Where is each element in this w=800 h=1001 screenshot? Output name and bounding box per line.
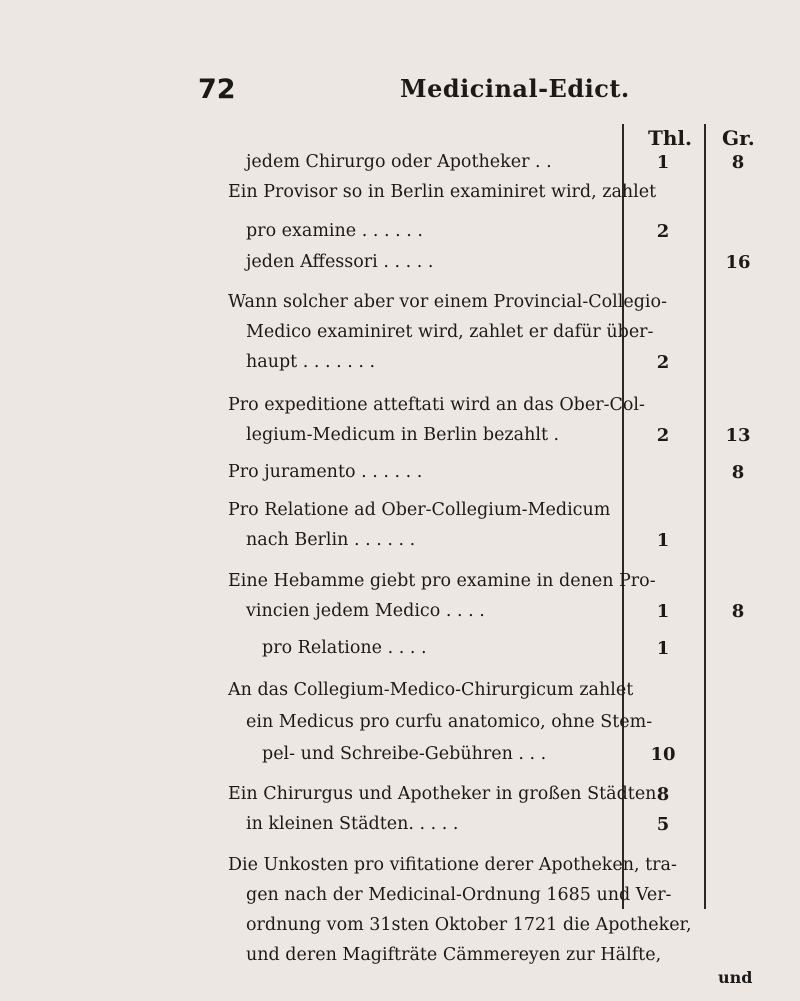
entry-text: ordnung vom 31sten Oktober 1721 die Apotheker, [246,915,692,935]
entry-text: Medico examiniret wird, zahlet er dafür über- [246,322,654,342]
entry-text: in kleinen Städten. . . . . [246,814,459,834]
entry-text: legium-Medicum in Berlin bezahlt . [246,425,560,445]
entry-text: Eine Hebamme giebt pro examine in denen Pro- [228,571,656,591]
entry-groschen: 8 [731,462,745,483]
entry-thaler: 8 [656,784,670,805]
entry-groschen: 8 [731,152,745,173]
entry-thaler: 2 [656,352,670,373]
entry-text: Ein Chirurgus und Apotheker in großen Städten [228,784,657,804]
entry-text: und deren Magifträte Cämmereyen zur Hälfte, [246,945,662,965]
entry-text: Pro Relatione ad Ober-Collegium-Medicum [228,500,611,520]
entry-groschen: 13 [725,425,751,446]
running-head: Medicinal-Edict. [400,74,630,103]
entry-text: gen nach der Medicinal-Ordnung 1685 und Ver- [246,885,672,905]
entry-text: pro Relatione . . . . [262,638,427,658]
entry-thaler: 1 [656,152,670,173]
entry-text: Pro expeditione atteftati wird an das Ober-Col- [228,395,645,415]
entry-thaler: 1 [656,601,670,622]
catchword: und [718,968,753,987]
entry-text: jeden Affessori . . . . . [246,252,434,272]
entry-text: Wann solcher aber vor einem Provincial-Collegio- [228,292,667,312]
entry-text: nach Berlin . . . . . . [246,530,416,550]
entry-text: Pro juramento . . . . . . [228,462,423,482]
entry-groschen: 8 [731,601,745,622]
entry-text: An das Collegium-Medico-Chirurgicum zahlet [228,680,634,700]
entry-text: pro examine . . . . . . [246,221,423,241]
entry-thaler: 5 [656,814,670,835]
entry-text: jedem Chirurgo oder Apotheker . . [246,152,552,172]
column-header-thaler: Thl. [648,126,692,150]
entry-groschen: 16 [725,252,751,273]
entry-thaler: 10 [650,744,676,765]
entry-text: pel- und Schreibe-Gebühren . . . [262,744,547,764]
entry-thaler: 2 [656,425,670,446]
page-number: 72 [198,74,236,105]
entry-text: Die Unkosten pro vifitatione derer Apotheken, tra- [228,855,677,875]
entry-text: vincien jedem Medico . . . . [246,601,485,621]
column-rule-right [704,124,706,909]
entry-text: haupt . . . . . . . [246,352,376,372]
entry-text: ein Medicus pro curfu anatomico, ohne Stem- [246,712,653,732]
column-header-groschen: Gr. [722,126,755,150]
entry-text: Ein Provisor so in Berlin examiniret wird, zahlet [228,182,657,202]
entry-thaler: 1 [656,638,670,659]
entry-thaler: 2 [656,221,670,242]
entry-thaler: 1 [656,530,670,551]
